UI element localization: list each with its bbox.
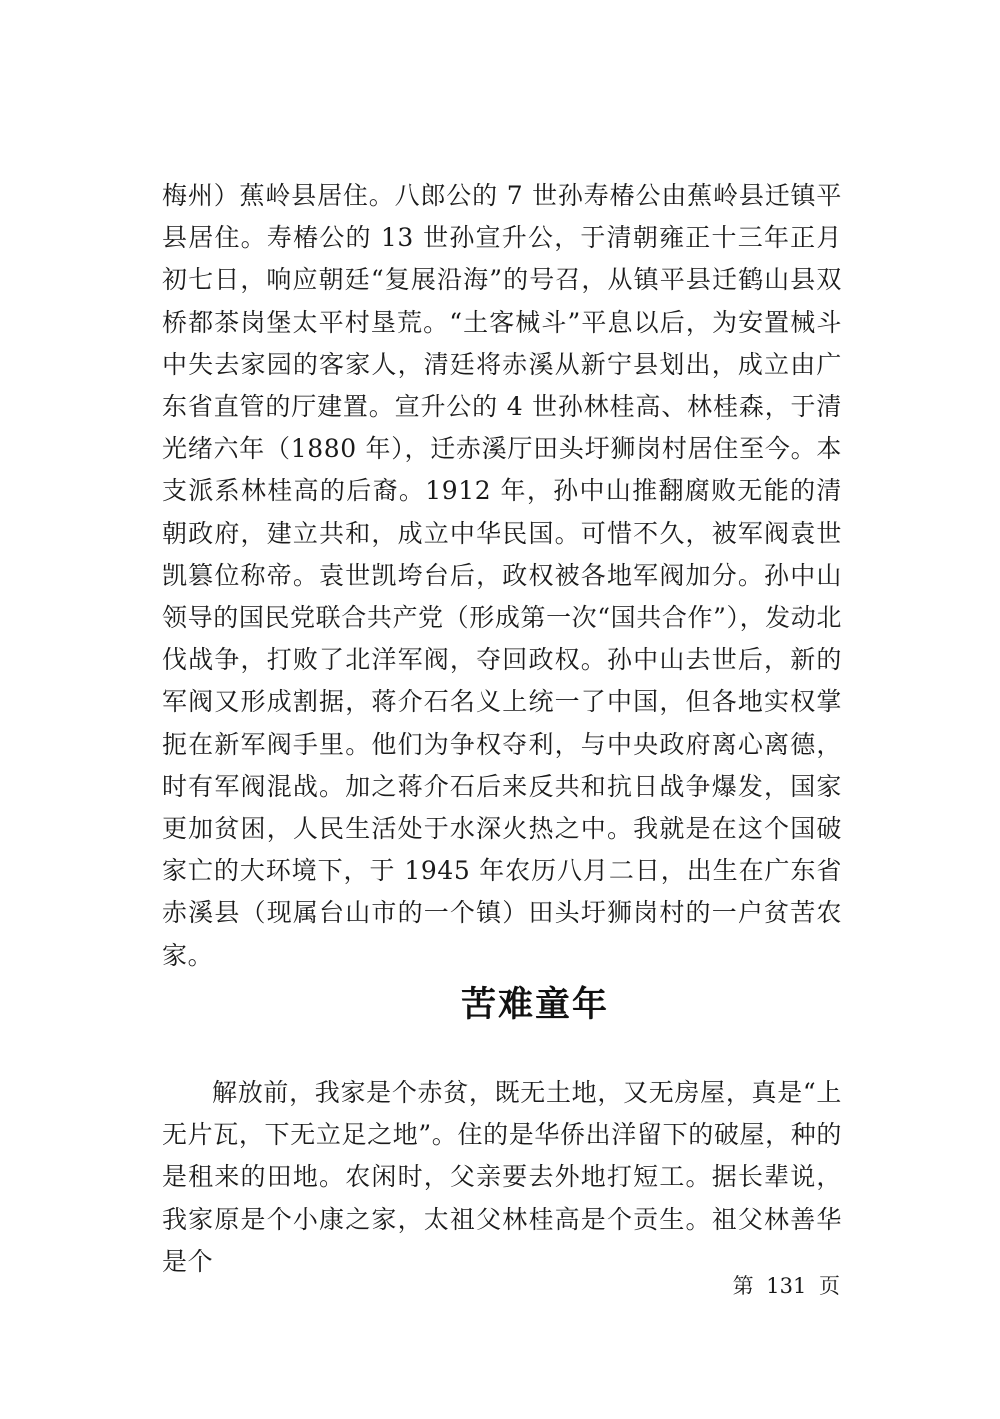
section-title: 苦难童年 xyxy=(460,985,609,1025)
page-number: 第 131 页 xyxy=(732,1274,840,1298)
paragraph-childhood: 解放前，我家是个赤贫，既无土地，又无房屋，真是“上无片瓦，下无立足之地”。住的是华侨出洋留下的破屋，种的是租来的田地。农闲时，父亲要去外地打短工。据长辈说，我家原是个小康之家，太祖父林桂高是个贡生。祖父林善华是个 xyxy=(162,1078,842,1276)
paragraph-family-history: 梅州）蕉岭县居住。八郎公的 7 世孙寿椿公由蕉岭县迁镇平县居住。寿椿公的 13 世孙宣升公，于清朝雍正十三年正月初七日，响应朝廷“复展沿海”的号召，从镇平县迁鹤山县双桥都茶岗堡太平村垦荒。“土客械斗”平息以后，为安置械斗中失去家园的客家人，清廷将赤溪从新宁县划出，成立由广东省直管的厅建置。宣升公的 4 世孙林桂高、林桂森，于清光绪六年（1880 年），迁赤溪厅田头圩狮岗村居住至今。本支派系林桂高的后裔。1912 年，孙中山推翻腐败无能的清朝政府，建立共和，成立中华民国。可惜不久，被军阀袁世凯篡位称帝。袁世凯垮台后，政权被各地军阀加分。孙中山领导的国民党联合共产党（形成第一次“国共合作”），发动北伐战争，打败了北洋军阀，夺回政权。孙中山去世后，新的军阀又形成割据，蒋介石名义上统一了中国，但各地实权掌扼在新军阀手里。他们为争权夺利，与中央政府离心离德，时有军阀混战。加之蒋介石后来反共和抗日战争爆发，国家更加贫困，人民生活处于水深火热之中。我就是在这个国破家亡的大环境下，于 1945 年农历八月二日，出生在广东省赤溪县（现属台山市的一个镇）田头圩狮岗村的一户贫苦农家。 xyxy=(162,181,842,970)
